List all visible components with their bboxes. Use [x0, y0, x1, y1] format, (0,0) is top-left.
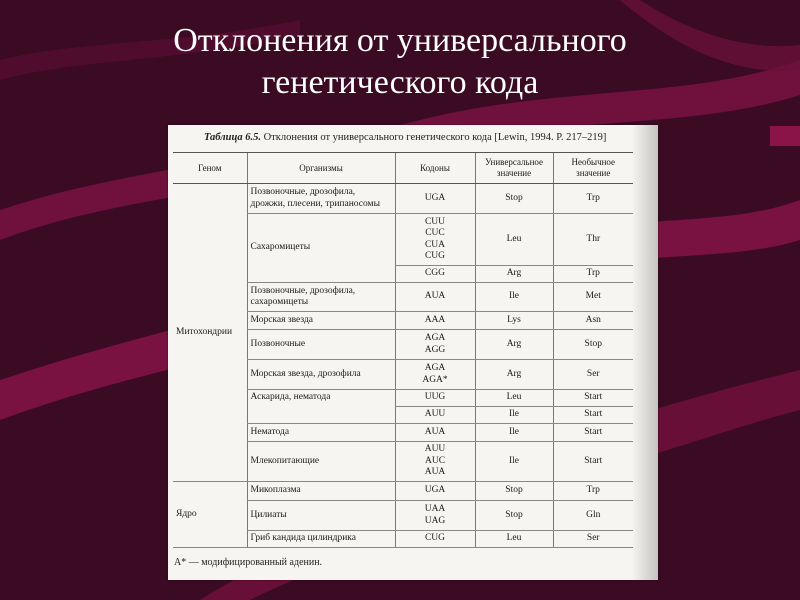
organism-line: Позвоночные, дрозофила,	[250, 187, 356, 197]
organism-cell	[247, 283, 395, 312]
unusual-cell: Ser	[553, 360, 633, 390]
header-universal	[475, 153, 553, 184]
codon-cell: CUG	[395, 531, 475, 548]
organism-line: сахаромицеты	[250, 297, 309, 307]
codon-cell	[395, 442, 475, 482]
slide-title	[0, 20, 800, 104]
genome-mitochondria: Митохондрии	[173, 184, 247, 482]
universal-cell: Arg	[475, 330, 553, 360]
organism-cell: Аскарида, нематода	[247, 390, 395, 424]
codon: CUC	[425, 228, 445, 238]
codon: CUU	[424, 216, 446, 227]
universal-cell: Arg	[475, 266, 553, 283]
header-genome: Геном	[173, 153, 247, 184]
organism-cell: Микоплазма	[247, 482, 395, 501]
codon: CUG	[424, 251, 446, 261]
unusual-cell: Ser	[553, 531, 633, 548]
unusual-cell: Start	[553, 407, 633, 424]
table-caption-label: Таблица 6.5.	[204, 132, 261, 143]
title-line-1: Отклонения от универсального	[173, 22, 627, 59]
organism-cell: Морская звезда, дрозофила	[247, 360, 395, 390]
codon: AGA	[424, 333, 446, 343]
header-unusual-line-2: значение	[576, 168, 611, 178]
table-row	[173, 482, 633, 501]
codon: UAG	[424, 515, 446, 526]
table-row	[173, 184, 633, 214]
unusual-cell: Thr	[553, 214, 633, 266]
unusual-cell: Gln	[553, 501, 633, 531]
table-caption	[204, 132, 606, 143]
codon: AUC	[424, 455, 446, 466]
organism-cell: Морская звезда	[247, 312, 395, 330]
codon: AUU	[424, 444, 446, 455]
universal-cell: Ile	[475, 442, 553, 482]
unusual-cell: Stop	[553, 330, 633, 360]
universal-cell: Leu	[475, 531, 553, 548]
header-organisms: Организмы	[247, 153, 395, 184]
codon-cell: UGA	[395, 184, 475, 214]
codon-cell: CGG	[395, 266, 475, 283]
table-footnote: A* — модифицированный аденин.	[174, 557, 323, 568]
unusual-cell: Start	[553, 424, 633, 442]
organism-line: Позвоночные, дрозофила,	[250, 285, 356, 296]
codon: UAA	[424, 504, 446, 514]
organism-cell: Млекопитающие	[247, 442, 395, 482]
universal-cell: Ile	[475, 407, 553, 424]
organism-cell: Нематода	[247, 424, 395, 442]
codon-cell: UUG	[395, 390, 475, 407]
codon: AGG	[424, 344, 446, 355]
organism-line: дрожжи, плесени, трипаносомы	[250, 198, 380, 209]
unusual-cell: Start	[553, 442, 633, 482]
universal-cell: Arg	[475, 360, 553, 390]
codon: AGA*	[422, 374, 448, 385]
codon-cell: AUA	[395, 283, 475, 312]
header-universal-line-2: значение	[496, 168, 532, 178]
unusual-cell: Start	[553, 390, 633, 407]
codon-cell: UGA	[395, 482, 475, 501]
universal-cell: Stop	[475, 482, 553, 501]
header-unusual-line-1: Необычное	[571, 157, 616, 167]
universal-cell: Ile	[475, 283, 553, 312]
unusual-cell: Asn	[553, 312, 633, 330]
codon-cell: AAA	[395, 312, 475, 330]
universal-cell: Lys	[475, 312, 553, 330]
header-unusual	[553, 153, 633, 184]
genetic-code-table	[173, 152, 633, 548]
organism-cell: Цилиаты	[247, 501, 395, 531]
table-header-row	[173, 153, 633, 184]
unusual-cell: Met	[553, 283, 633, 312]
codon-cell: AUA	[395, 424, 475, 442]
codon-cell	[395, 360, 475, 390]
title-line-2: генетического кода	[261, 64, 539, 101]
universal-cell: Stop	[475, 184, 553, 214]
universal-cell: Ile	[475, 424, 553, 442]
organism-cell: Позвоночные	[247, 330, 395, 360]
page-edge-shadow	[632, 125, 658, 580]
codon: AGA	[424, 363, 446, 373]
genome-nucleus-label: Ядро	[176, 508, 197, 519]
organism-cell: Сахаромицеты	[247, 214, 395, 283]
unusual-cell: Trp	[553, 482, 633, 501]
universal-cell: Leu	[475, 390, 553, 407]
universal-cell: Stop	[475, 501, 553, 531]
table-caption-text: Отклонения от универсального генетического кода [Lewin, 1994. P. 217–219]	[263, 132, 607, 143]
codon: CUA	[424, 239, 446, 250]
unusual-cell: Trp	[553, 266, 633, 283]
header-codons: Кодоны	[395, 153, 475, 184]
codon-cell	[395, 330, 475, 360]
codon-cell: AUU	[395, 407, 475, 424]
header-universal-line-1: Универсальное	[484, 157, 544, 167]
codon: AUA	[424, 467, 446, 478]
codon-cell	[395, 501, 475, 531]
scanned-table-image	[168, 125, 658, 580]
codon-cell	[395, 214, 475, 266]
genome-nucleus	[173, 482, 247, 548]
unusual-cell: Trp	[553, 184, 633, 214]
organism-cell: Гриб кандида цилиндрика	[247, 531, 395, 548]
universal-cell: Leu	[475, 214, 553, 266]
organism-cell	[247, 184, 395, 214]
